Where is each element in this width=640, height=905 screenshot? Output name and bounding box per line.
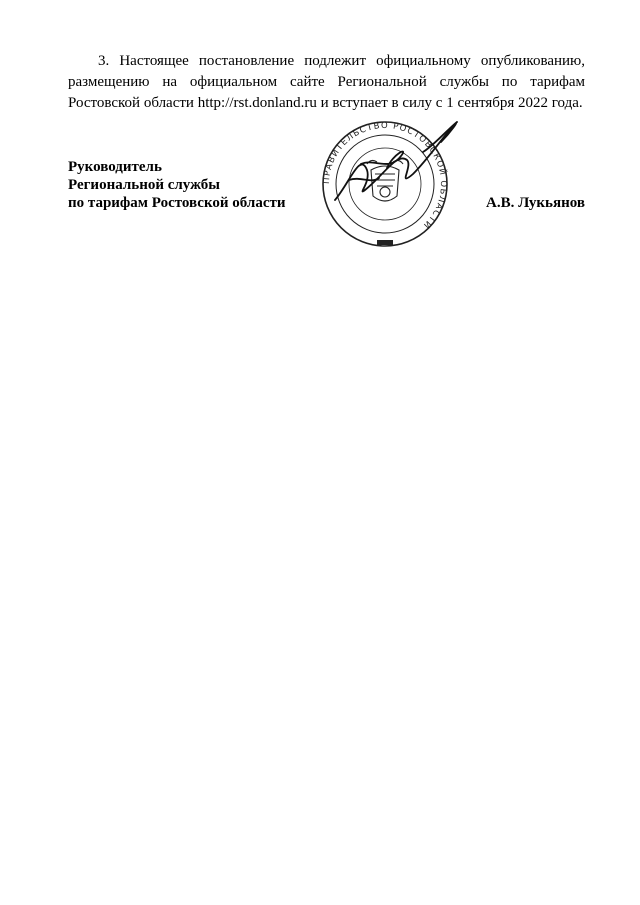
paragraph-3: 3. Настоящее постановление подлежит официальному опубликованию, размещению на официальном сайте Региональной службы по тарифам Ростовской области http://rst.donland.ru и вступает в силу с 1 сентября 2022 года. — [68, 53, 585, 111]
signatory-title-line-1: Руководитель — [68, 159, 162, 175]
signatory-title-line-2: Региональной службы — [68, 177, 220, 193]
official-seal — [305, 112, 465, 257]
svg-text:ПРАВИТЕЛЬСТВО РОСТОВСКОЙ ОБЛАС: ПРАВИТЕЛЬСТВО РОСТОВСКОЙ ОБЛАСТИ — [321, 120, 449, 231]
signatory-title-line-3: по тарифам Ростовской области — [68, 195, 286, 211]
signatory-title — [68, 158, 286, 212]
signer-name: А.В. Лукьянов — [486, 195, 585, 211]
